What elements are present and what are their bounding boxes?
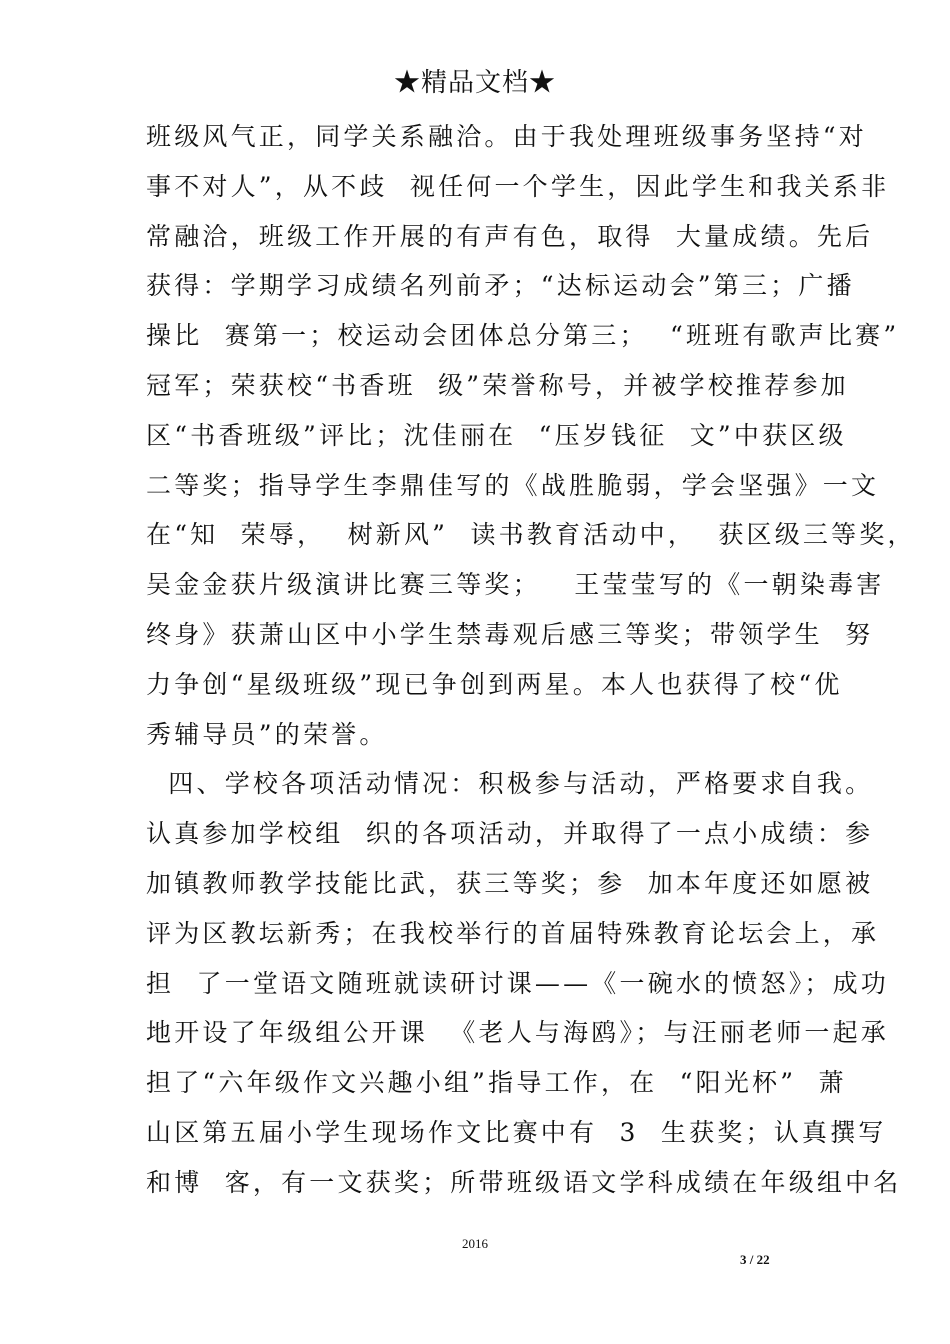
page-number: 3 / 22 (740, 1252, 770, 1267)
text-line: 力争创“星级班级”现已争创到两星。本人也获得了校“优 (146, 669, 843, 699)
text-line: 在“知 荣辱， 树新风” 读书教育活动中， 获区级三等奖， (146, 520, 916, 550)
text-line: 操比 赛第一；校运动会团体总分第三； “班班有歌声比赛” (146, 321, 900, 351)
text-line: 常融洽，班级工作开展的有声有色，取得 大量成绩。先后 (146, 221, 874, 251)
text-line: 担了“六年级作文兴趣小组”指导工作，在 “阳光杯” 萧 (146, 1068, 847, 1098)
text-line: 秀辅导员”的荣誉。 (146, 719, 388, 749)
text-line: 二等奖；指导学生李鼎佳写的《战胜脆弱，学会坚强》一文 (146, 470, 880, 500)
text-line: 吴金金获片级演讲比赛三等奖； 王莹莹写的《一朝染毒害 (146, 570, 885, 600)
text-line: 四、学校各项活动情况：积极参与活动，严格要求自我。 (146, 769, 874, 799)
document-header-title: ★精品文档★ (393, 68, 556, 98)
text-line: 和博 客，有一文获奖；所带班级语文学科成绩在年级组中名 (146, 1167, 902, 1197)
text-line: 地开设了年级组公开课 《老人与海鸥》；与汪丽老师一起承 (146, 1018, 889, 1048)
text-line: 班级风气正，同学关系融洽。由于我处理班级事务坚持“对 (146, 122, 867, 151)
text-line: 评为区教坛新秀；在我校举行的首届特殊教育论坛会上，承 (146, 918, 880, 948)
text-line: 区“书香班级”评比；沈佳丽在 “压岁钱征 文”中获区级 (146, 420, 847, 450)
text-line: 终身》获萧山区中小学生禁毒观后感三等奖；带领学生 努 (146, 619, 874, 649)
text-line: 获得：学期学习成绩名列前矛；“达标运动会”第三；广播 (146, 271, 855, 301)
text-line: 加镇教师教学技能比武，获三等奖；参 加本年度还如愿被 (146, 868, 874, 898)
footer-year: 2016 (462, 1236, 488, 1251)
text-line: 山区第五届小学生现场作文比赛中有 3 生获奖；认真撰写 (146, 1117, 887, 1147)
text-line: 冠军；荣获校“书香班 级”荣誉称号，并被学校推荐参加 (146, 370, 849, 400)
text-line: 担 了一堂语文随班就读研讨课——《一碗水的愤怒》；成功 (146, 968, 889, 998)
text-line: 认真参加学校组 织的各项活动，并取得了一点小成绩：参 (146, 819, 874, 849)
text-line: 事不对人”，从不歧 视任何一个学生，因此学生和我关系非 (146, 171, 890, 201)
document-body (146, 112, 916, 1208)
